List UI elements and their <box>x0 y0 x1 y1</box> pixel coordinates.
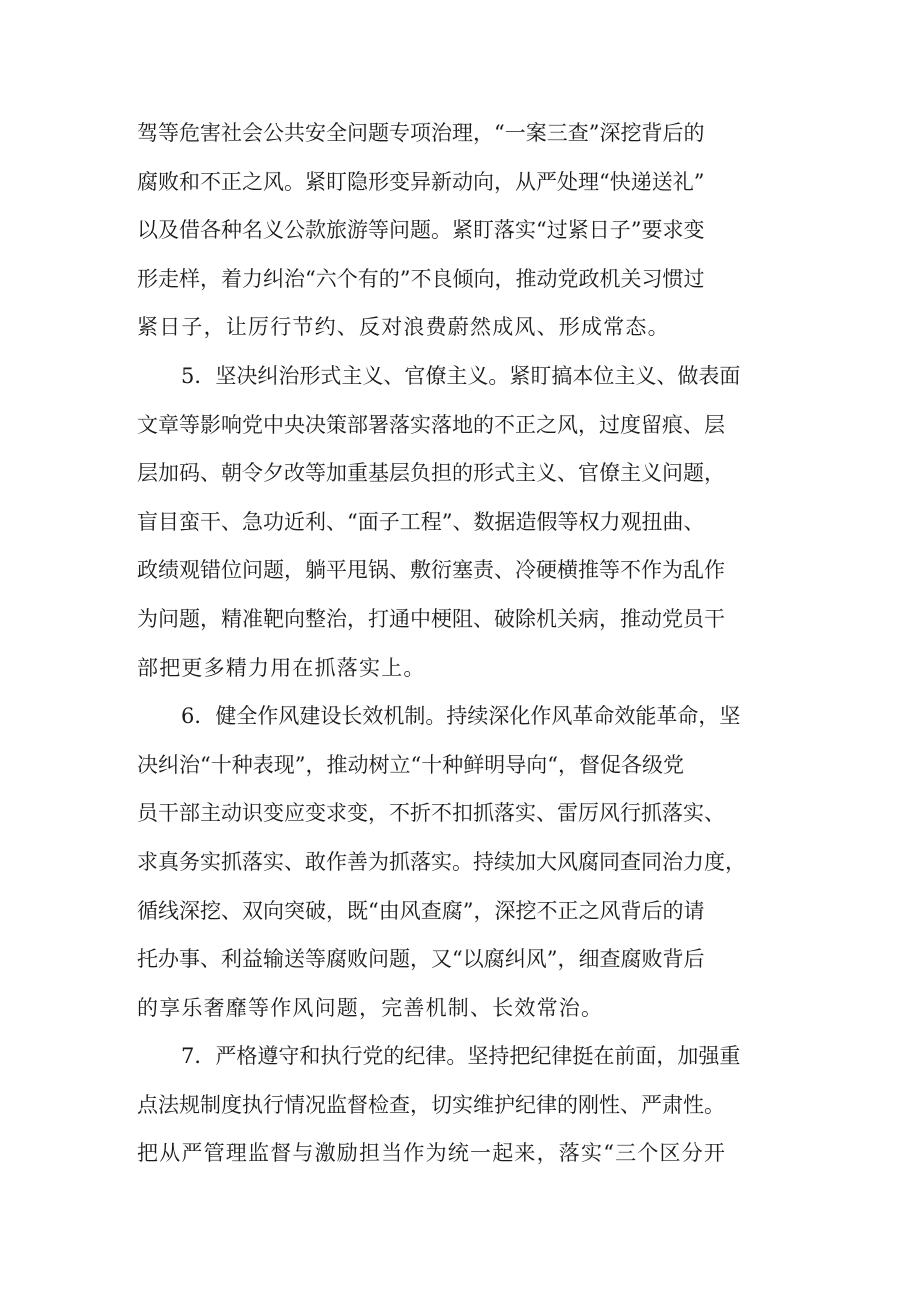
paragraph-first-line: 7．严格遵守和执行党的纪律。坚持把纪律挺在前面，加强重 <box>181 1044 741 1069</box>
text-line: 为问题，精准靶向整治，打通中梗阻、破除机关病，推动党员干 <box>137 606 725 631</box>
text-line: 层加码、朝令夕改等加重基层负担的形式主义、官僚主义问题， <box>137 461 725 486</box>
text-line: 盲目蛮干、急功近利、“面子工程”、数据造假等权力观扭曲、 <box>137 509 705 534</box>
text-line: 求真务实抓落实、敢作善为抓落实。持续加大风腐同查同治力度， <box>137 849 746 874</box>
text-line: 循线深挖、双向突破，既“由风查腐”，深挖不正之风背后的请 <box>137 898 705 923</box>
text-line: 驾等危害社会公共安全问题专项治理，“一案三查”深挖背后的 <box>137 121 705 145</box>
text-line: 以及借各种名义公款旅游等问题。紧盯落实“过紧日子”要求变 <box>137 218 705 243</box>
text-line: 把从严管理监督与激励担当作为统一起来，落实“三个区分开 <box>137 1141 727 1166</box>
text-line: 部把更多精力用在抓落实上。 <box>137 655 426 680</box>
paragraph-first-line: 5．坚决纠治形式主义、官僚主义。紧盯搞本位主义、做表面 <box>181 363 741 388</box>
text-line: 形走样，着力纠治“六个有的”不良倾向，推动党政机关习惯过 <box>137 266 705 291</box>
text-line: 的享乐奢靡等作风问题，完善机制、长效常治。 <box>137 995 604 1020</box>
text-line: 紧日子，让厉行节约、反对浪费蔚然成风、形成常态。 <box>137 315 670 340</box>
text-line: 员干部主动识变应变求变，不折不扣抓落实、雷厉风行抓落实、 <box>137 801 725 826</box>
text-line: 托办事、利益输送等腐败问题，又“以腐纠风”，细查腐败背后 <box>137 947 705 972</box>
text-line: 腐败和不正之风。紧盯隐形变异新动向，从严处理“快递送礼” <box>137 169 705 194</box>
text-line: 决纠治“十种表现”，推动树立“十种鲜明导向“，督促各级党 <box>137 752 684 777</box>
text-line: 文章等影响党中央决策部署落实落地的不正之风，过度留痕、层 <box>137 412 725 437</box>
text-line: 点法规制度执行情况监督检查，切实维护纪律的刚性、严肃性。 <box>137 1092 725 1117</box>
text-line: 政绩观错位问题，躺平甩锅、敷衍塞责、冷硬横推等不作为乱作 <box>137 558 725 583</box>
document-body <box>137 109 797 1178</box>
paragraph-first-line: 6．健全作风建设长效机制。持续深化作风革命效能革命，坚 <box>181 704 741 729</box>
